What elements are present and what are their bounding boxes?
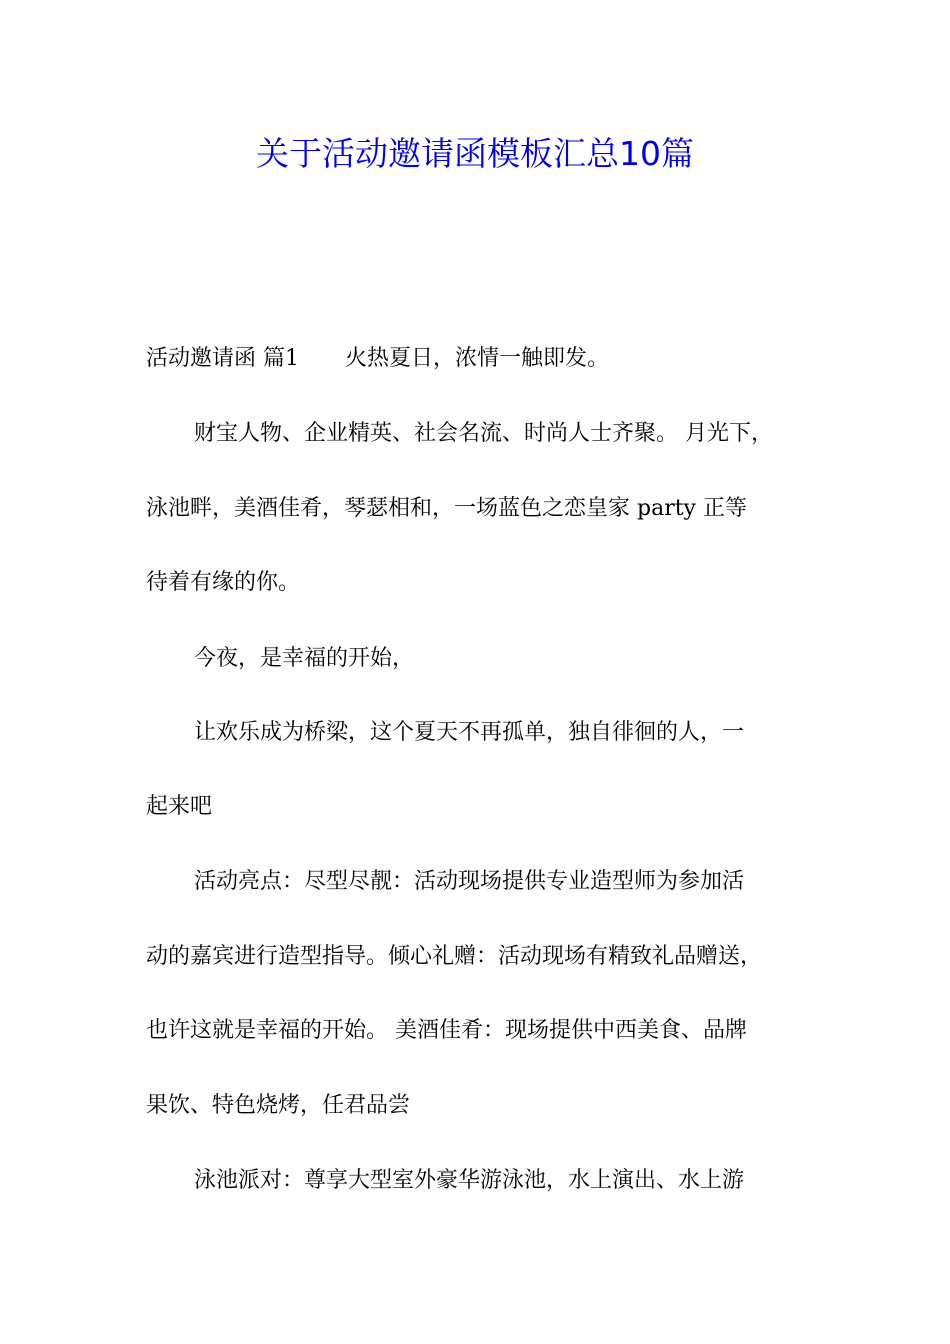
paragraph-line: 泳池畔，美酒佳肴，琴瑟相和，一场蓝色之恋皇家 party 正等 xyxy=(146,496,747,521)
section-heading: 活动邀请函 篇1 xyxy=(146,346,299,371)
section-heading-line xyxy=(146,339,826,379)
paragraph-line: 财宝人物、企业精英、社会名流、时尚人士齐聚。 月光下， xyxy=(194,421,773,446)
paragraph-line: 动的嘉宾进行造型指导。倾心礼赠：活动现场有精致礼品赠送， xyxy=(146,944,763,969)
paragraph-line: 起来吧 xyxy=(146,794,213,819)
paragraph-line: 今夜，是幸福的开始， xyxy=(194,646,415,671)
paragraph-line: 泳池派对：尊享大型室外豪华游泳池，水上演出、水上游 xyxy=(194,1168,745,1193)
paragraph-line: 活动亮点：尽型尽靓：活动现场提供专业造型师为参加活 xyxy=(194,869,745,894)
document-title: 关于活动邀请函模板汇总10篇 xyxy=(256,134,694,173)
section-intro: 火热夏日，浓情一触即发。 xyxy=(345,346,610,371)
paragraph-line: 果饮、特色烧烤，任君品尝 xyxy=(146,1093,411,1118)
paragraph-line: 待着有缘的你。 xyxy=(146,570,301,595)
paragraph-line: 也许这就是幸福的开始。 美酒佳肴：现场提供中西美食、品牌 xyxy=(146,1018,747,1043)
paragraph-line: 让欢乐成为桥梁，这个夏天不再孤单，独自徘徊的人，一 xyxy=(194,720,745,745)
